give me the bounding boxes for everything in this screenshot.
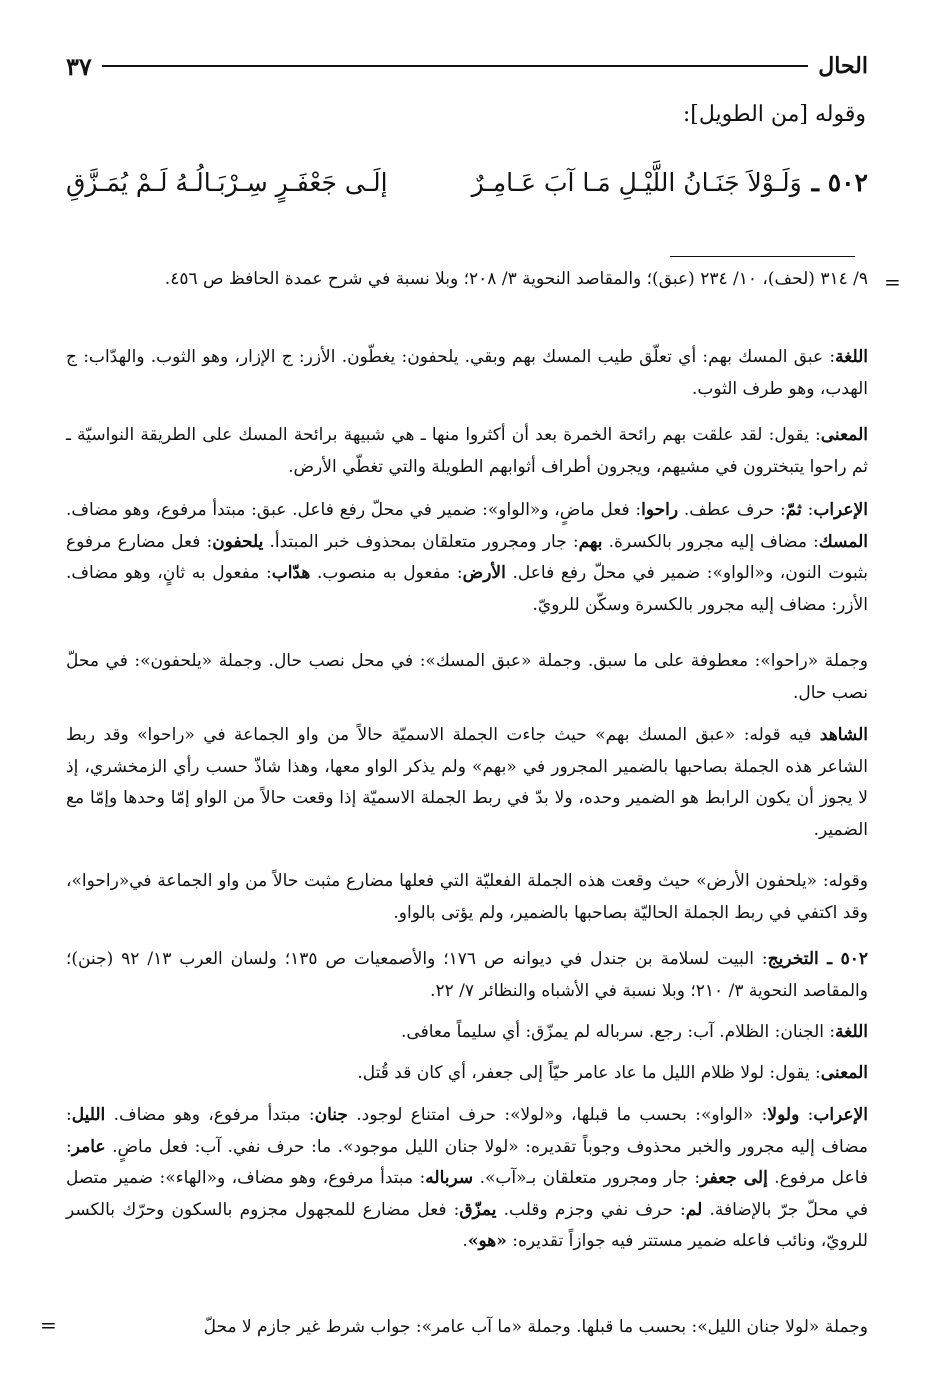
parsed-word: سرباله [425,1168,474,1188]
parsed-word: لم [685,1199,703,1220]
parsed-word: ثمّ [785,500,802,520]
footnote-sentences [66,646,868,709]
continuation-mark-bottom: = [40,1313,57,1337]
footnote-paragraph: ٩/ ٣١٤ (لحف)، ١٠/ ٢٣٤ (عبق)؛ والمقاصد النحوية ٣/ ٢٠٨؛ وبلا نسبة في شرح عمدة الحافظ ص ٤٥٦. [164,269,868,289]
footnote-text: . [462,1231,468,1251]
parsed-word: بهم [578,531,603,552]
section-label: المعنى [820,425,868,445]
footnote-paragraph: وقوله: «يلحفون الأرض» حيث وقعت هذه الجملة الفعليّة التي فعلها مضارع مثبت حالاً من واو الجماعة في«راحوا»، وقد اكتفي في ربط الجملة الحاليّة بصاحبها بالضمير، ولم يؤتى بالواو. [66,871,868,923]
footnote-text: : مضاف إليه مجرور والخبر محذوف وجوباً تقديره: «لولا جنان الليل موجود». ما: حرف نفي. آب: فعل ماضٍ. [66,1105,868,1157]
footnote-text: : الجنان: الظلام. آب: رجع. سرباله لم يمزّق: أي سليماً معافى. [401,1022,836,1042]
page-header [66,46,868,86]
verse-hemistich-2: إلَـى جَعْفَـرٍ سِـرْبَـالُـهُ لَـمْ يُمَـزَّقِ [66,167,388,197]
footnote-text: : البيت لسلامة بن جندل في ديوانه ص ١٧٦؛ والأصمعيات ص ١٣٥؛ ولسان العرب ١٣/ ٩٢ (جنن)؛ والمقاصد النحوية ٣/ ٢١٠؛ وبلا نسبة في الأشباه والنظائر ٧/ ٢٢. [66,949,868,1001]
verse-intro: وقوله [من الطويل]: [682,102,866,127]
verse-number: ٥٠٢ ـ [811,167,868,197]
footnote-sentences-2 [66,1312,868,1344]
footnote-paragraph: وجملة «لولا جنان الليل»: بحسب ما قبلها. وجملة «ما آب عامر»: جواب شرط غير جازم لا محلّ [203,1317,868,1337]
parsed-word: جنان [314,1105,348,1125]
footnote-text: : جار ومجرور متعلقان بـ«آب». [473,1168,701,1188]
parsed-word: عامر [71,1136,106,1157]
footnote-text: : فعل ماضٍ، و«الواو»: ضمير في محلّ رفع فاعل. عبق: مبتدأ مرفوع، وهو مضاف. [66,500,642,520]
footnote-text: : حرف عطف. [678,500,786,520]
header-rule [102,65,809,67]
footnote-language-2 [66,1017,868,1049]
footnote-separator [670,256,855,257]
parsed-word: الليل [71,1105,106,1125]
parsed-word: يمزّق [459,1199,497,1220]
footnote-text: : يقول: لقد علقت بهم رائحة الخمرة بعد أن أكثروا منها ـ هي شبيهة برائحة المسك على الطريقة النواسيّة ـ ثم راحوا يتبخترون في مشيهم، ويجرون أطراف أثوابهم الطويلة والتي تغطّي الأرض. [66,425,868,477]
verse-hemistich-1: وَلَـوْلاَ جَنَـانُ اللَّيْـلِ مَـا آبَ عَـامِـرٌ [471,167,802,197]
footnote-text: : «الواو»: بحسب ما قبلها، و«لولا»: حرف امتناع لوجود. [347,1105,768,1125]
footnote-evidence-2 [66,866,868,929]
parsed-word: الأرض [462,563,506,583]
parsed-word: «هو» [467,1231,507,1251]
footnote-text: : مبتدأ مرفوع، وهو مضاف. [105,1105,315,1125]
footnote-text: : مفعول به ثانٍ، وهو مضاف. الأزر: مضاف إليه مجرور بالكسرة وسكّن للرويّ. [66,563,868,615]
footnote-text: : مفعول به منصوب. [310,563,463,583]
footnote-paragraph: وجملة «راحوا»: معطوفة على ما سبق. وجملة «عبق المسك»: في محل نصب حال. وجملة «يلحفون»: في محلّ نصب حال. [66,651,868,703]
section-label: الإعراب [813,1105,868,1125]
section-label: الشاهد [819,725,868,745]
footnote-parsing [66,495,868,621]
footnote-meaning-2 [66,1058,868,1090]
footnote-sources [66,264,868,296]
section-label: اللغة [835,347,868,367]
footnote-text: : فعل مضارع مرفوع بثبوت النون، و«الواو»: ضمير في محلّ رفع فاعل. [66,531,868,583]
footnote-text: : مضاف إليه مجرور بالكسرة. [602,531,819,552]
footnote-parsing-2 [66,1100,868,1258]
footnote-text: : [799,1105,814,1125]
continuation-mark-top: = [884,270,901,294]
parsed-word: ولولا [767,1105,800,1125]
footnote-text: : جار ومجرور متعلقان بمحذوف خبر المبتدأ. [263,531,579,552]
section-label: ٥٠٢ ـ التخريج [767,949,868,969]
footnote-text: : فعل مضارع للمجهول مجزوم بالسكون وحرّك بالكسر للرويّ، ونائب فاعله ضمير مستتر فيه جوازاً تقديره: [66,1199,868,1251]
footnote-attribution [66,944,868,1007]
footnote-text: : فاعل مرفوع. [66,1136,868,1188]
parsed-word: إلى جعفر [700,1168,768,1188]
parsed-word: راحوا [641,500,679,520]
footnote-text: : عبق المسك بهم: أي تعلّق طيب المسك بهم وبقي. يلحفون: يغطّون. الأزر: ج الإزار، وهو الثوب. والهدّاب: ج الهدب، وهو طرف الثوب. [66,347,868,399]
footnote-text: : [801,500,814,520]
footnote-text: : يقول: لولا ظلام الليل ما عاد عامر حيّاً إلى جعفر، أي كان قد قُتل. [357,1063,821,1083]
page-number: ٣٧ [66,51,92,81]
footnote-text: : مبتدأ مرفوع، وهو مضاف، و«الهاء»: ضمير متصل في محلّ جرّ بالإضافة. [66,1168,868,1220]
footnote-text: : حرف نفي وجزم وقلب. [496,1199,686,1220]
parsed-word: المسك [818,531,869,552]
footnote-language [66,342,868,405]
footnote-text: فيه قوله: «عبق المسك بهم» حيث جاءت الجملة الاسميّة حالاً من واو الجماعة في «راحوا» وقد ربط الشاعر هذه الجملة بصاحبها بالضمير المجرور في «بهم» ولم يذكر الواو معها، وهذا شاذّ حسب رأي الزمخشري، إذ لا يجوز أن يكون الرابط هو الضمير وحده، ولا بدّ في ربط الجملة الاسميّة إذا وقعت حالاً من الواو إمّا وحدها وإمّا مع الضمير. [66,725,868,840]
footnote-meaning [66,420,868,483]
verse-line [66,160,868,204]
section-label: الإعراب [813,500,868,520]
chapter-title: الحال [818,53,868,79]
footnote-evidence [66,720,868,846]
section-label: اللغة [835,1022,868,1042]
parsed-word: هدّاب [271,563,311,583]
section-label: المعنى [820,1063,868,1083]
parsed-word: يلحفون [212,531,264,552]
